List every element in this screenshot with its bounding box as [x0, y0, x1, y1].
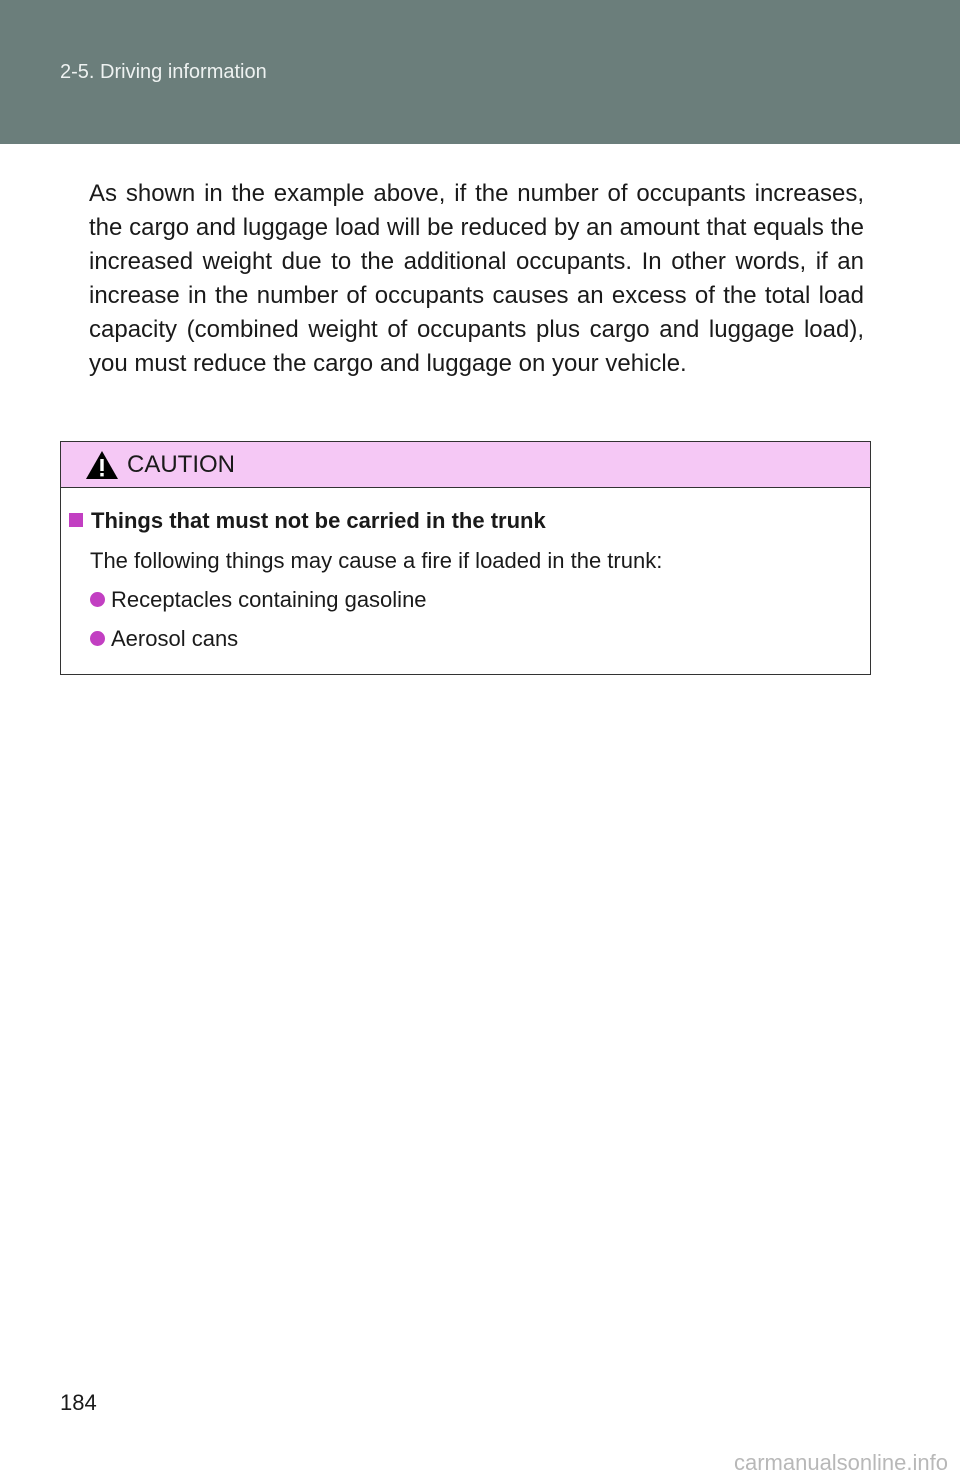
caution-label: CAUTION — [127, 451, 235, 478]
list-item — [90, 586, 427, 614]
list-item-label: Aerosol cans — [111, 626, 239, 651]
dot-bullet-icon — [90, 592, 105, 607]
dot-bullet-icon — [90, 631, 105, 646]
list-item-label: Receptacles containing gasoline — [111, 587, 427, 612]
square-bullet-icon — [69, 513, 83, 527]
caution-description: The following things may cause a fire if loaded in the trunk: — [90, 548, 663, 573]
caution-box — [60, 441, 871, 675]
section-title: 2-5. Driving information — [60, 61, 267, 83]
warning-triangle-icon — [85, 450, 119, 480]
page-number: 184 — [60, 1390, 97, 1415]
caution-header — [61, 442, 870, 488]
watermark: carmanualsonline.info — [733, 1450, 948, 1475]
body-paragraph: As shown in the example above, if the number of occupants increases, the cargo and luggage load will be reduced by an amount that equals the increased weight due to the additional occupants. In other words, if an increase in the number of occupants causes an excess of the total load capacity (combined weight of occupants plus cargo and luggage load), you must reduce the cargo and luggage on your vehicle. — [89, 180, 864, 377]
header-band — [0, 0, 960, 144]
caution-heading-text: Things that must not be carried in the trunk — [91, 508, 546, 533]
caution-heading — [69, 507, 546, 535]
list-item — [90, 625, 238, 653]
